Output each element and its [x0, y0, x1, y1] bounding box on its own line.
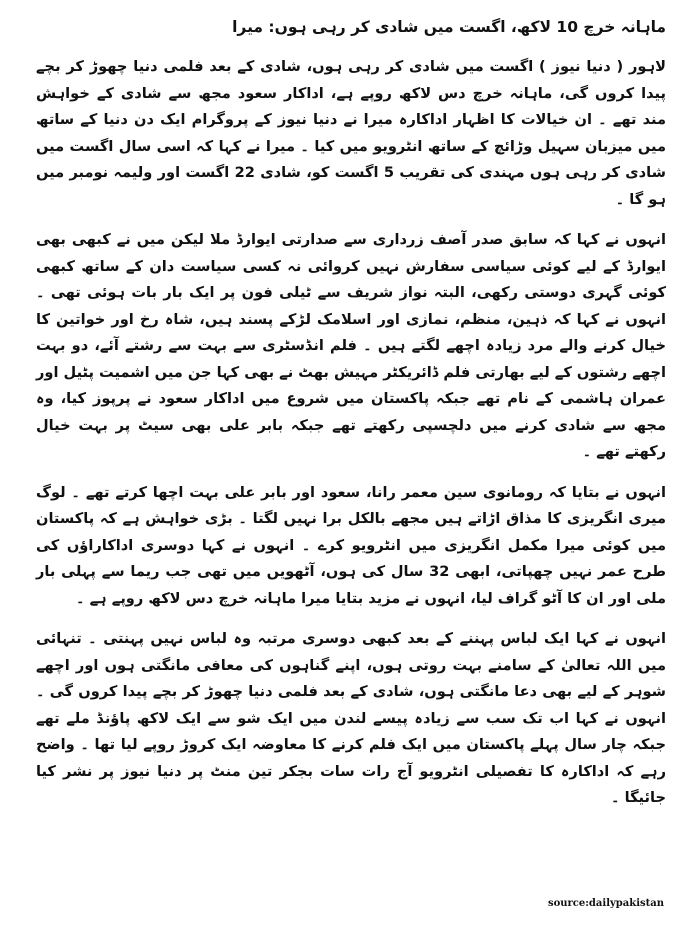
article-paragraph-4: انہوں نے کہا ایک لباس پہننے کے بعد کبھی دوسری مرتبہ وہ لباس نہیں پہنتی ۔ تنہائی میں اللہ تعالیٰ کے سامنے بہت روتی ہوں، اپنے گناہوں کی معافی مانگتی ہوں اور اچھے شوہر کے لیے بھی دعا مانگتی ہوں، شادی کے بعد فلمی دنیا چھوڑ کر بچے پیدا کروں گی ۔ انہوں نے کہا اب تک سب سے زیادہ پیسے لندن میں ایک شو سے ایک لاکھ پاؤنڈ ملے تھے جبکہ چار سال پہلے پاکستان میں ایک فلم کرنے کا معاوضہ ایک کروڑ روپے لیا تھا ۔ واضح رہے کہ اداکارہ کا تفصیلی انٹرویو آج رات سات بجکر تین منٹ پر دنیا نیوز پر نشر کیا جائیگا ۔ [36, 630, 666, 806]
news-article [36, 14, 666, 826]
article-paragraph-1: لاہور ( دنیا نیوز ) اگست میں شادی کر رہی ہوں، شادی کے بعد فلمی دنیا چھوڑ کر بچے پیدا کروں گی، ماہانہ خرچ دس لاکھ روپے ہے، اداکار سعود مجھ سے شادی کے خواہش مند تھے ۔ ان خیالات کا اظہار اداکارہ میرا نے دنیا نیوز کے پروگرام ایک دن دنیا کے ساتھ میں میزبان سہیل وڑائچ کے ساتھ انٹرویو میں کیا ۔ میرا نے کہا کہ اسی سال اگست میں شادی کر رہی ہوں مہندی کی تقریب 5 اگست کو، شادی 22 اگست اور ولیمہ نومبر میں ہو گا ۔ [36, 58, 666, 208]
source-credit: source:dailypakistan [547, 898, 664, 909]
article-paragraph-2: انہوں نے کہا کہ سابق صدر آصف زرداری سے صدارتی ایوارڈ ملا لیکن میں نے کبھی بھی ایوارڈ کے لیے کوئی سیاسی سفارش نہیں کروائی نہ کسی سیاست دان کے ساتھ کبھی کوئی گہری دوستی رکھی، البتہ نواز شریف سے ٹیلی فون پر ایک بار بات ہوئی تھی ۔ انہوں نے کہا کہ ذہین، منظم، نمازی اور اسلامک لڑکے پسند ہیں، شاہ رخ اور خواتین کا خیال کرنے والے مرد زیادہ اچھے لگتے ہیں ۔ فلم انڈسٹری سے بہت سے رشتے آئے، دو بہت اچھے رشتوں کے لیے بھارتی فلم ڈائریکٹر مہیش بھٹ نے بھی کہا جن میں اشمیت پٹیل اور عمران ہاشمی کے نام تھے جبکہ پاکستان میں شروع میں اداکار سعود نے پرپوز کیا، وہ مجھ سے شادی کرنے میں دلچسپی رکھتے تھے جبکہ بابر علی بھی سیٹ پر بہت خیال رکھتے تھے ۔ [36, 231, 666, 460]
article-paragraph-3: انہوں نے بتایا کہ رومانوی سین معمر رانا، سعود اور بابر علی بہت اچھا کرتے تھے ۔ لوگ میری انگریزی کا مذاق اڑاتے ہیں مجھے بالکل برا نہیں لگتا ۔ بڑی خواہش ہے کہ پاکستان میں کوئی میرا مکمل انگریزی میں انٹرویو کرے ۔ انہوں نے کہا دوسری اداکاراؤں کی طرح عمر نہیں چھپاتی، ابھی 32 سال کی ہوں، آٹھویں میں تھی جب ریما سے پہلی بار ملی اور ان کا آٹو گراف لیا، انہوں نے مزید بتایا میرا ماہانہ خرچ دس لاکھ روپے ہے ۔ [36, 483, 666, 607]
article-headline: ماہانہ خرچ 10 لاکھ، اگست میں شادی کر رہی ہوں: میرا [232, 18, 666, 36]
